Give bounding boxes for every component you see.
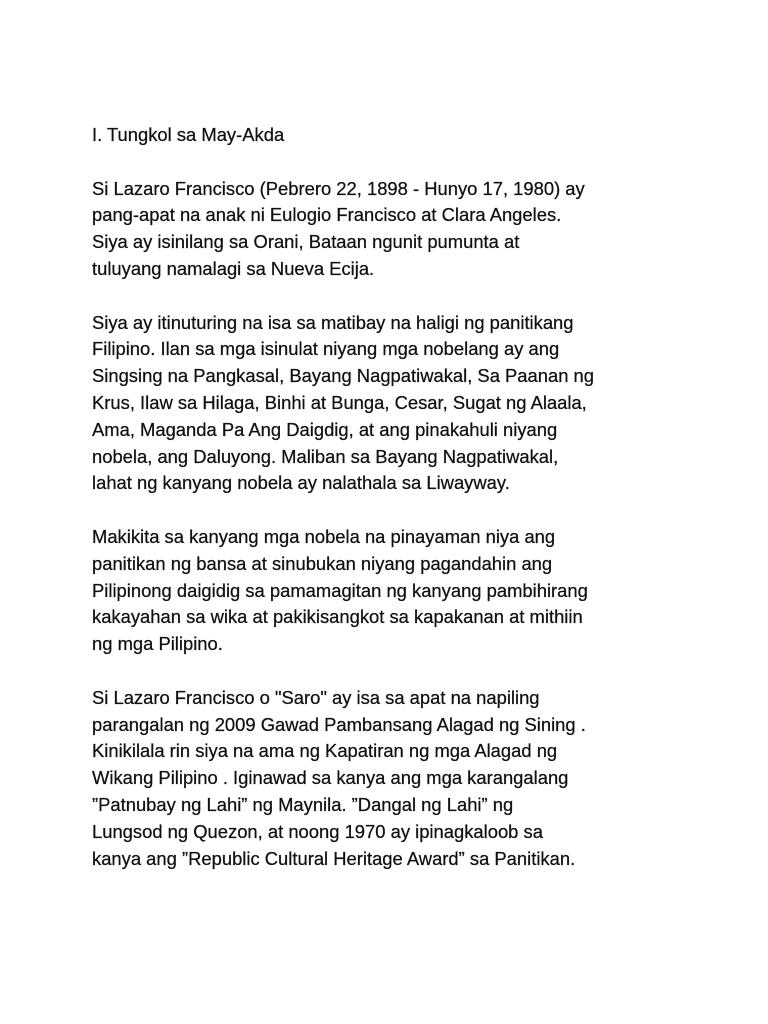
text-line: Filipino. Ilan sa mga isinulat niyang mga nobelang ay ang xyxy=(92,338,560,360)
text-line: kakayahan sa wika at pakikisangkot sa kapakanan at mithiin xyxy=(92,606,583,628)
text-line: kanya ang ”Republic Cultural Heritage Award” sa Panitikan. xyxy=(92,847,576,869)
text-line: tuluyang namalagi sa Nueva Ecija. xyxy=(92,257,375,279)
text-line: Lungsod ng Quezon, at noong 1970 ay ipinagkaloob sa xyxy=(92,820,543,842)
text-line: ng mga Pilipino. xyxy=(92,633,223,655)
text-line: Siya ay itinuturing na isa sa matibay na haligi ng panitikang xyxy=(92,311,574,333)
document-page xyxy=(92,122,692,899)
text-line: Si Lazaro Francisco (Pebrero 22, 1898 - Hunyo 17, 1980) ay xyxy=(92,177,585,199)
text-line: Singsing na Pangkasal, Bayang Nagpatiwakal, Sa Paanan ng xyxy=(92,365,595,387)
text-line: Makikita sa kanyang mga nobela na pinayaman niya ang xyxy=(92,525,556,547)
paragraph-3 xyxy=(92,524,692,658)
paragraph-1 xyxy=(92,176,692,283)
text-line: ”Patnubay ng Lahi” ng Maynila. ”Dangal ng Lahi” ng xyxy=(92,793,514,815)
text-line: Ama, Maganda Pa Ang Daigdig, at ang pinakahuli niyang xyxy=(92,418,558,440)
paragraph-4 xyxy=(92,685,692,873)
text-line: Siya ay isinilang sa Orani, Bataan ngunit pumunta at xyxy=(92,231,520,253)
paragraph-2 xyxy=(92,310,692,498)
section-heading: I. Tungkol sa May-Akda xyxy=(92,124,285,145)
text-line: Pilipinong daigidig sa pamamagitan ng kanyang pambihirang xyxy=(92,579,588,601)
text-line: Wikang Pilipino . Iginawad sa kanya ang mga karangalang xyxy=(92,767,569,789)
text-line: Krus, Ilaw sa Hilaga, Binhi at Bunga, Cesar, Sugat ng Alaala, xyxy=(92,391,587,413)
text-line: Kinikilala rin siya na ama ng Kapatiran ng mga Alagad ng xyxy=(92,740,558,762)
text-line: nobela, ang Daluyong. Maliban sa Bayang Nagpatiwakal, xyxy=(92,445,559,467)
text-line: Si Lazaro Francisco o "Saro" ay isa sa apat na napiling xyxy=(92,686,540,708)
text-line: pang-apat na anak ni Eulogio Francisco at Clara Angeles. xyxy=(92,204,562,226)
text-line: lahat ng kanyang nobela ay nalathala sa Liwayway. xyxy=(92,472,510,494)
text-line: panitikan ng bansa at sinubukan niyang pagandahin ang xyxy=(92,552,553,574)
text-line: parangalan ng 2009 Gawad Pambansang Alagad ng Sining . xyxy=(92,713,586,735)
